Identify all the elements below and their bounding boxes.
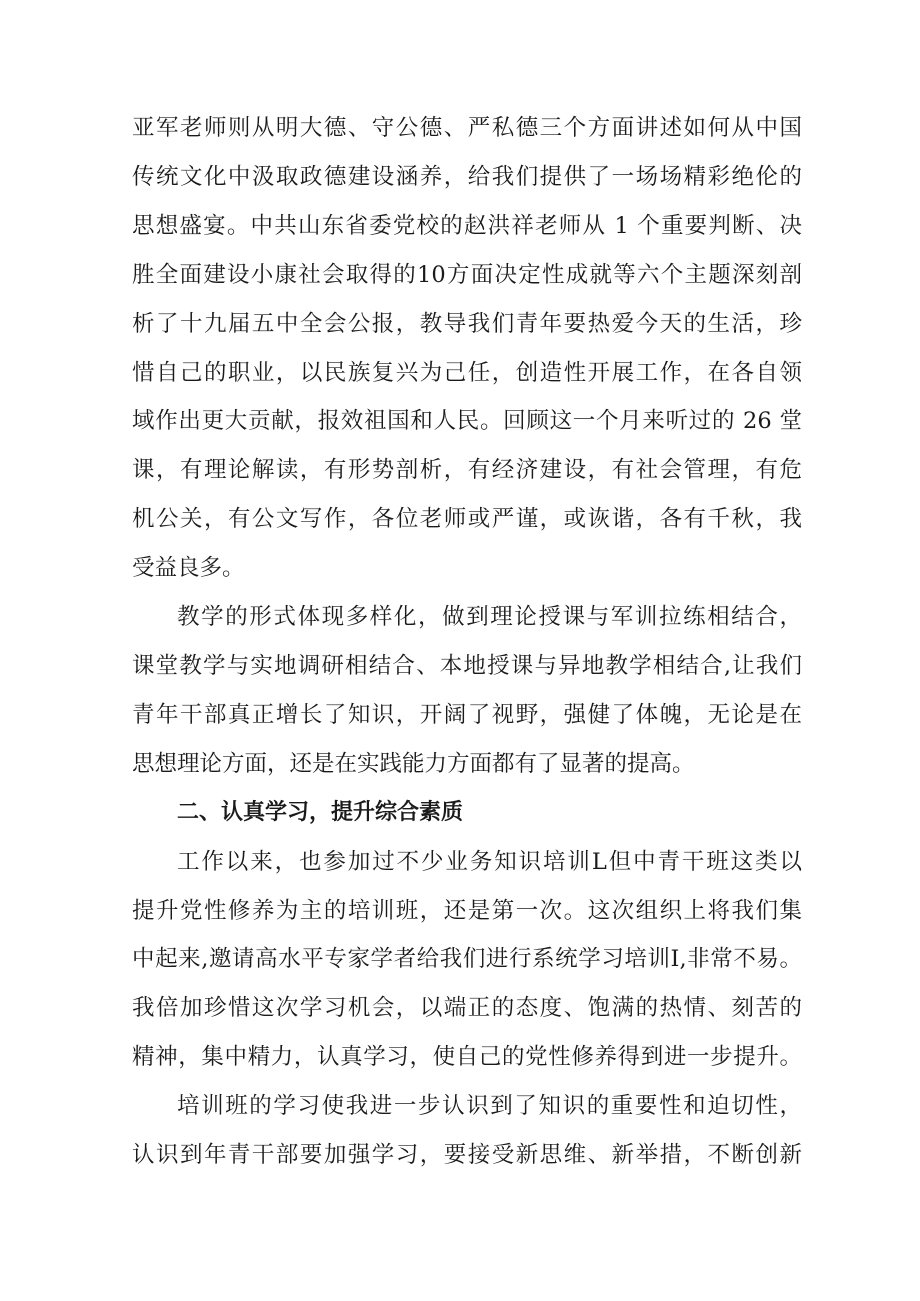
text-line: 中起来,邀请高水平专家学者给我们进行系统学习培训I,非常不易。 bbox=[132, 946, 802, 973]
paragraph-knowledge bbox=[132, 1082, 802, 1180]
text-line: 课，有理论解读，有形势剖析，有经济建设，有社会管理，有危 bbox=[132, 457, 802, 484]
text-line: 机公关，有公文写作，各位老师或严谨，或诙谐，各有千秋，我 bbox=[132, 506, 802, 533]
text-line: 工作以来，也参加过不少业务知识培训L但中青干班这类以 bbox=[177, 848, 802, 875]
text-line: 惜自己的职业，以民族复兴为己任，创造性开展工作，在各自领 bbox=[132, 359, 802, 386]
text-line: 亚军老师则从明大德、守公德、严私德三个方面讲述如何从中国 bbox=[132, 115, 802, 141]
text-line: 认识到年青干部要加强学习，要接受新思维、新举措，不断创新 bbox=[132, 1142, 802, 1169]
text-line: 思想盛宴。中共山东省委党校的赵洪祥老师从 1 个重要判断、决 bbox=[132, 212, 802, 239]
paragraph-lectures bbox=[132, 104, 802, 593]
section-heading bbox=[132, 789, 802, 838]
paragraph-training bbox=[132, 838, 802, 1083]
text-line: 教学的形式体现多样化，做到理论授课与军训拉练相结合， bbox=[177, 604, 802, 631]
text-line: 青年干部真正增长了知识，开阔了视野，强健了体魄，无论是在 bbox=[132, 701, 802, 728]
text-line: 培训班的学习使我进一步认识到了知识的重要性和迫切性， bbox=[177, 1093, 802, 1120]
text-line: 域作出更大贡献，报效祖国和人民。回顾这一个月来听过的 26 堂 bbox=[132, 408, 802, 435]
text-line: 精神，集中精力，认真学习，使自己的党性修养得到进一步提升。 bbox=[132, 1044, 802, 1071]
text-line: 析了十九届五中全会公报，教导我们青年要热爱今天的生活，珍 bbox=[132, 310, 802, 337]
paragraph-teaching-forms bbox=[132, 593, 802, 789]
text-line: 胜全面建设小康社会取得的10方面决定性成就等六个主题深刻剖 bbox=[132, 261, 802, 288]
document-page bbox=[132, 104, 802, 1180]
text-line: 思想理论方面，还是在实践能力方面都有了显著的提高。 bbox=[132, 750, 695, 777]
text-line: 受益良多。 bbox=[132, 555, 245, 582]
text-line: 我倍加珍惜这次学习机会，以端正的态度、饱满的热情、刻苦的 bbox=[132, 995, 802, 1022]
section-heading-text: 二、认真学习，提升综合素质 bbox=[177, 799, 464, 825]
text-line: 提升党性修养为主的培训班，还是第一次。这次组织上将我们集 bbox=[132, 897, 802, 924]
text-line: 课堂教学与实地调研相结合、本地授课与异地教学相结合,让我们 bbox=[132, 652, 802, 679]
text-line: 传统文化中汲取政德建设涵养，给我们提供了一场场精彩绝伦的 bbox=[132, 163, 802, 190]
